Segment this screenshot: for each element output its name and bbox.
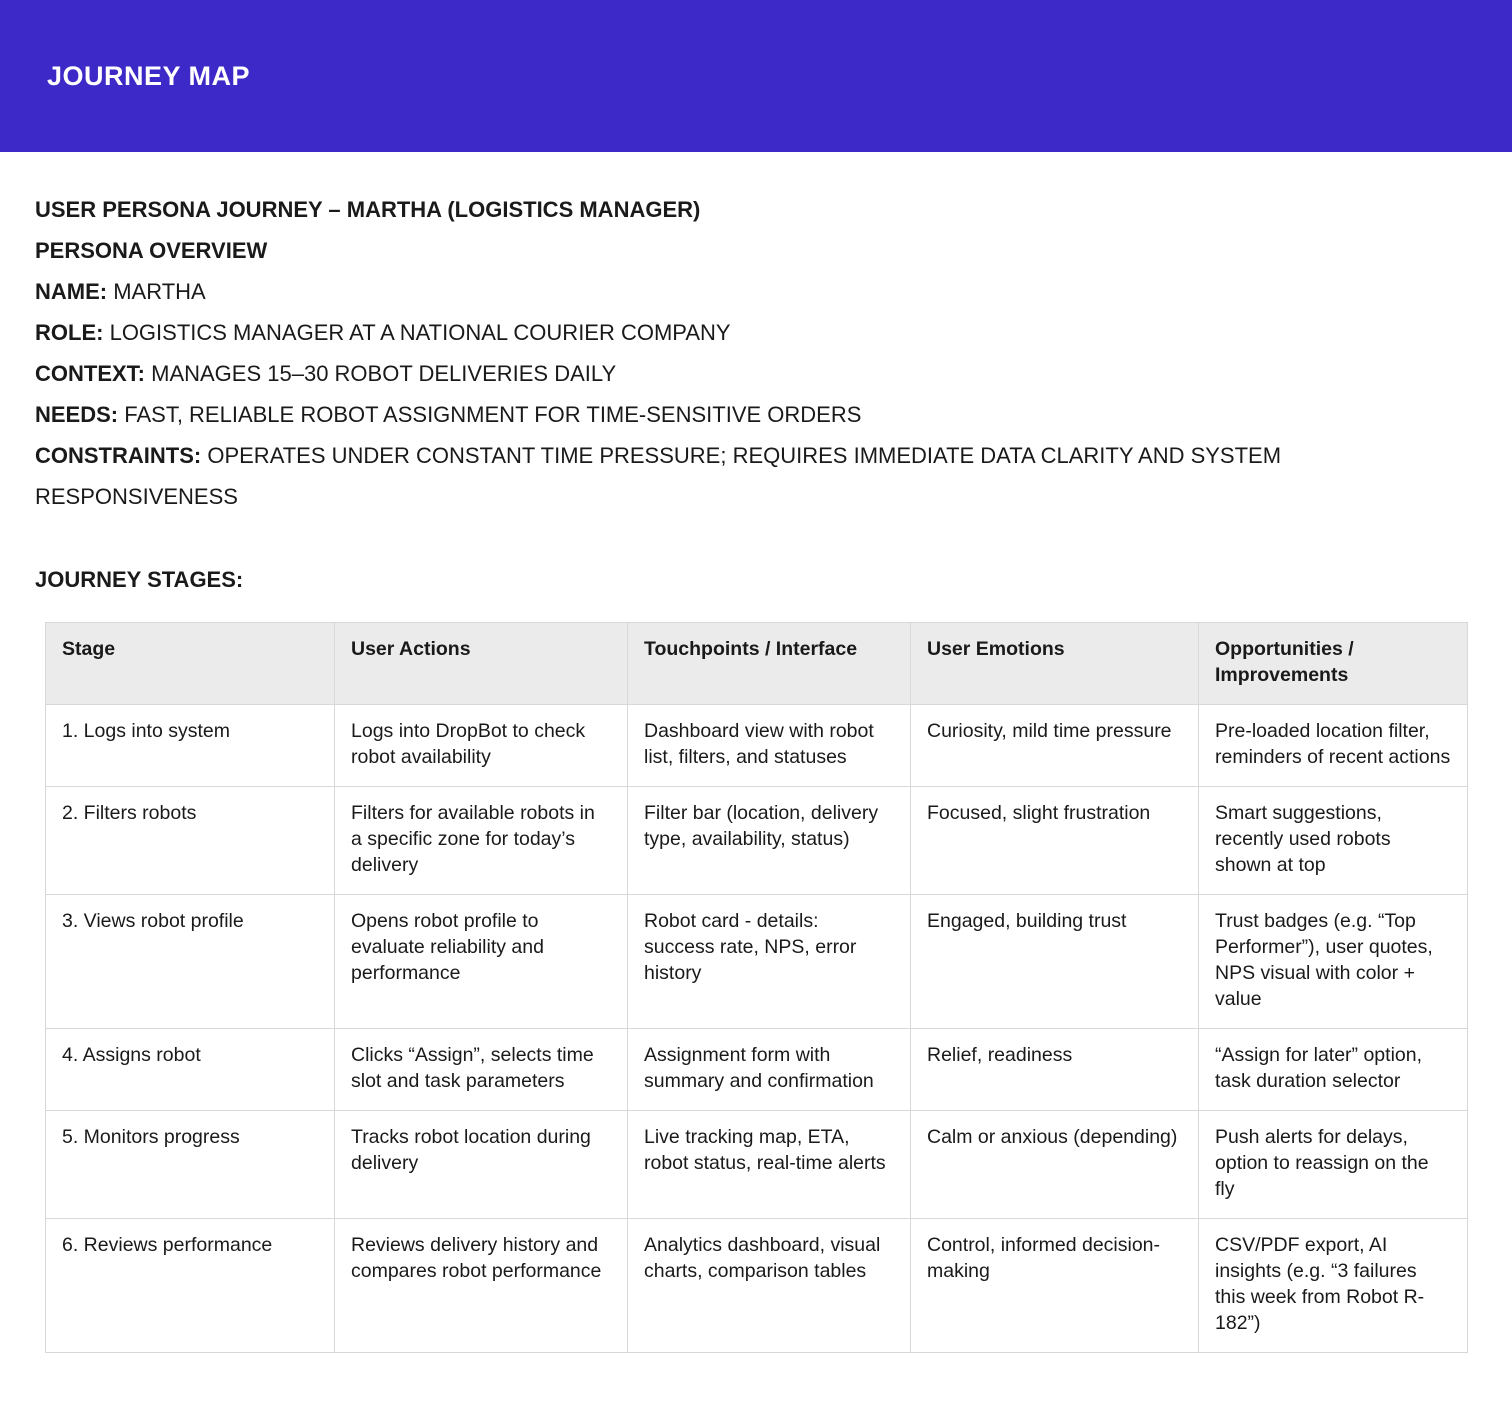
table-body	[46, 705, 1468, 1353]
cell-touchpoints-interface: Filter bar (location, delivery type, availability, status)	[628, 787, 911, 895]
cell-touchpoints-interface: Assignment form with summary and confirmation	[628, 1029, 911, 1111]
journey-stages-heading: JOURNEY STAGES:	[35, 567, 244, 592]
persona-field-name	[35, 271, 1285, 312]
persona-field-needs	[35, 394, 1285, 435]
table-header	[46, 623, 1468, 705]
persona-field-needs-value: FAST, RELIABLE ROBOT ASSIGNMENT FOR TIME-SENSITIVE ORDERS	[124, 402, 862, 427]
cell-opportunities-improvements: Smart suggestions, recently used robots shown at top	[1199, 787, 1468, 895]
column-header-touchpoints-interface: Touchpoints / Interface	[628, 623, 911, 705]
persona-field-role-value: LOGISTICS MANAGER AT A NATIONAL COURIER COMPANY	[109, 320, 731, 345]
persona-field-needs-label: NEEDS:	[35, 402, 119, 427]
persona-field-constraints-value: OPERATES UNDER CONSTANT TIME PRESSURE; REQUIRES IMMEDIATE DATA CLARITY AND SYSTEM RESPONSIVENESS	[35, 443, 1282, 509]
page-title: JOURNEY MAP	[47, 60, 251, 91]
table-row	[46, 787, 1468, 895]
cell-user-actions: Filters for available robots in a specific zone for today’s delivery	[335, 787, 628, 895]
persona-field-name-label: NAME:	[35, 279, 108, 304]
persona-field-role-label: ROLE:	[35, 320, 104, 345]
cell-stage: 2. Filters robots	[46, 787, 335, 895]
persona-field-context-value: MANAGES 15–30 ROBOT DELIVERIES DAILY	[151, 361, 617, 386]
cell-opportunities-improvements: Trust badges (e.g. “Top Performer”), user quotes, NPS visual with color + value	[1199, 895, 1468, 1029]
persona-journey-title: USER PERSONA JOURNEY – MARTHA (LOGISTICS MANAGER)	[35, 197, 701, 222]
column-header-user-actions: User Actions	[335, 623, 628, 705]
cell-user-emotions: Focused, slight frustration	[911, 787, 1199, 895]
cell-user-actions: Opens robot profile to evaluate reliability and performance	[335, 895, 628, 1029]
cell-user-emotions: Calm or anxious (depending)	[911, 1111, 1199, 1219]
cell-stage: 3. Views robot profile	[46, 895, 335, 1029]
header-row	[46, 623, 1468, 705]
table-row	[46, 705, 1468, 787]
table-row	[46, 895, 1468, 1029]
cell-user-emotions: Curiosity, mild time pressure	[911, 705, 1199, 787]
cell-user-actions: Reviews delivery history and compares robot performance	[335, 1219, 628, 1353]
persona-field-name-value: MARTHA	[113, 279, 206, 304]
table-row	[46, 1111, 1468, 1219]
cell-opportunities-improvements: Pre-loaded location filter, reminders of recent actions	[1199, 705, 1468, 787]
column-header-user-emotions: User Emotions	[911, 623, 1199, 705]
cell-user-emotions: Control, informed decision-making	[911, 1219, 1199, 1353]
cell-opportunities-improvements: “Assign for later” option, task duration selector	[1199, 1029, 1468, 1111]
app-header	[0, 0, 1512, 152]
cell-user-actions: Clicks “Assign”, selects time slot and task parameters	[335, 1029, 628, 1111]
persona-field-constraints	[35, 435, 1285, 517]
table-row	[46, 1029, 1468, 1111]
column-header-stage: Stage	[46, 623, 335, 705]
persona-field-context	[35, 353, 1285, 394]
cell-opportunities-improvements: Push alerts for delays, option to reassign on the fly	[1199, 1111, 1468, 1219]
cell-stage: 5. Monitors progress	[46, 1111, 335, 1219]
persona-field-constraints-label: CONSTRAINTS:	[35, 443, 202, 468]
cell-opportunities-improvements: CSV/PDF export, AI insights (e.g. “3 failures this week from Robot R-182”)	[1199, 1219, 1468, 1353]
main-content	[0, 189, 1512, 1353]
cell-user-actions: Tracks robot location during delivery	[335, 1111, 628, 1219]
persona-overview-heading: PERSONA OVERVIEW	[35, 238, 268, 263]
cell-user-actions: Logs into DropBot to check robot availability	[335, 705, 628, 787]
cell-touchpoints-interface: Live tracking map, ETA, robot status, real-time alerts	[628, 1111, 911, 1219]
cell-touchpoints-interface: Dashboard view with robot list, filters, and statuses	[628, 705, 911, 787]
persona-overview-section	[35, 189, 1285, 517]
cell-touchpoints-interface: Analytics dashboard, visual charts, comparison tables	[628, 1219, 911, 1353]
journey-stages-table	[45, 622, 1468, 1353]
persona-field-context-label: CONTEXT:	[35, 361, 145, 386]
cell-stage: 4. Assigns robot	[46, 1029, 335, 1111]
column-header-opportunities-improvements: Opportunities / Improvements	[1199, 623, 1468, 705]
cell-user-emotions: Engaged, building trust	[911, 895, 1199, 1029]
cell-stage: 6. Reviews performance	[46, 1219, 335, 1353]
cell-user-emotions: Relief, readiness	[911, 1029, 1199, 1111]
cell-stage: 1. Logs into system	[46, 705, 335, 787]
cell-touchpoints-interface: Robot card - details: success rate, NPS, error history	[628, 895, 911, 1029]
table-row	[46, 1219, 1468, 1353]
persona-field-role	[35, 312, 1285, 353]
